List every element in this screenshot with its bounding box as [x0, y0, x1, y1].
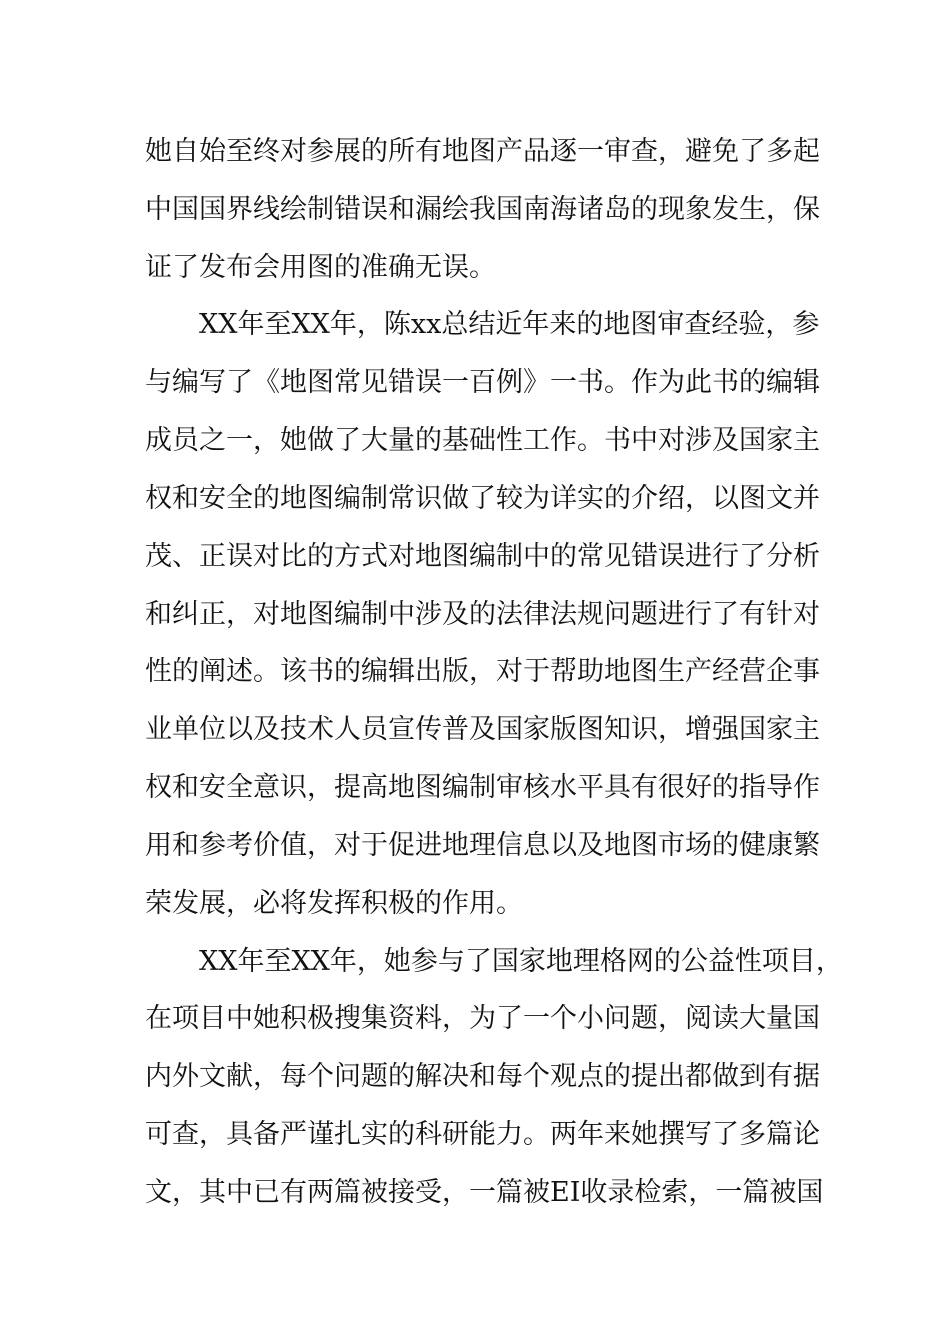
paragraph-2-line-9: 权和安全意识，提高地图编制审核水平具有很好的指导作 — [145, 772, 820, 803]
paragraph-2-line-7: 性的阐述。该书的编辑出版，对于帮助地图生产经营企事 — [145, 656, 820, 687]
paragraph-3-line-5: 文，其中已有两篇被接受，一篇被EI收录检索，一篇被国 — [145, 1177, 824, 1208]
paragraph-2-line-10: 用和参考价值，对于促进地理信息以及地图市场的健康繁 — [145, 830, 820, 861]
paragraph-3-line-3: 内外文献，每个问题的解决和每个观点的提出都做到有据 — [145, 1061, 820, 1092]
paragraph-2-line-5: 茂、正误对比的方式对地图编制中的常见错误进行了分析 — [145, 541, 820, 572]
paragraph-3-line-1: XX年至XX年，她参与了国家地理格网的公益性项目， — [199, 946, 843, 977]
paragraph-2-line-11: 荣发展，必将发挥积极的作用。 — [145, 888, 523, 919]
paragraph-2-line-6: 和纠正，对地图编制中涉及的法律法规问题进行了有针对 — [145, 599, 820, 630]
paragraph-2-line-4: 权和安全的地图编制常识做了较为详实的介绍，以图文并 — [145, 483, 820, 514]
paragraph-1-line-1: 她自始至终对参展的所有地图产品逐一审查，避免了多起 — [145, 136, 820, 167]
paragraph-3-line-4: 可查，具备严谨扎实的科研能力。两年来她撰写了多篇论 — [145, 1119, 820, 1150]
paragraph-2-line-2: 与编写了《地图常见错误一百例》一书。作为此书的编辑 — [145, 367, 820, 398]
paragraph-1-line-2: 中国国界线绘制错误和漏绘我国南海诸岛的现象发生，保 — [145, 194, 820, 225]
paragraph-3-line-2: 在项目中她积极搜集资料，为了一个小问题，阅读大量国 — [145, 1003, 820, 1034]
paragraph-2-line-1: XX年至XX年，陈xx总结近年来的地图审查经验，参 — [199, 309, 820, 340]
paragraph-2-line-3: 成员之一，她做了大量的基础性工作。书中对涉及国家主 — [145, 425, 820, 456]
paragraph-2-line-8: 业单位以及技术人员宣传普及国家版图知识，增强国家主 — [145, 714, 820, 745]
paragraph-1-line-3: 证了发布会用图的准确无误。 — [145, 252, 496, 283]
